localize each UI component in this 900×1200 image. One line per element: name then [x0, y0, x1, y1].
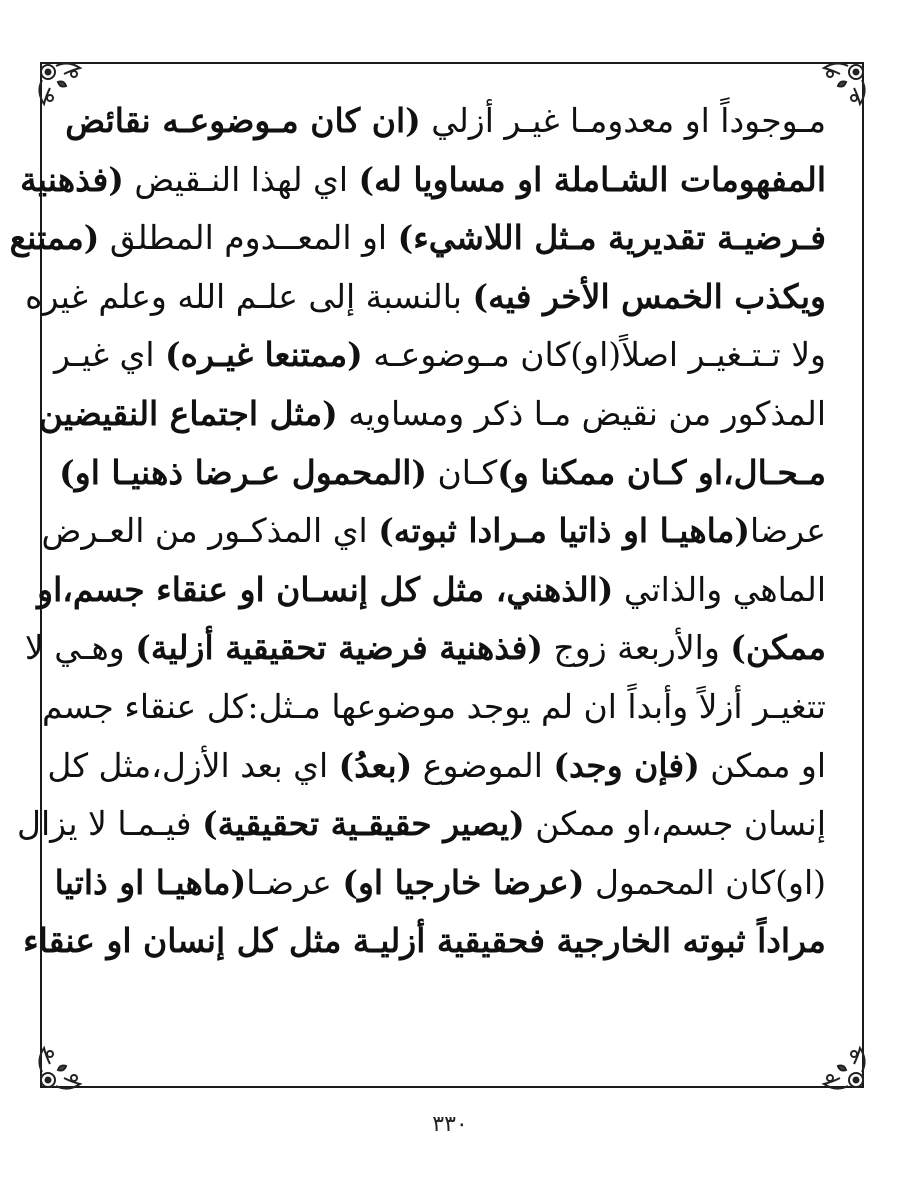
bold-text-segment: (ممتنع — [9, 218, 100, 258]
text-segment: وهـي لا — [24, 628, 136, 668]
text-segment: الموضوع — [412, 745, 554, 785]
text-segment: اي لهذا النـقيض — [123, 159, 359, 199]
bold-text-segment: (عرضا خارجيا او) — [342, 862, 585, 902]
text-line — [65, 92, 826, 150]
text-line — [41, 502, 826, 560]
bold-text-segment: فـرضيـة تقديرية مـثل اللاشيء) — [397, 218, 826, 258]
bold-text-segment: (الذهني، مثل كل إنسـان او عنقاء جسم،او — [37, 569, 614, 609]
text-line — [59, 444, 826, 502]
text-segment: المذكور من نقيض مـا ذكر ومساويه — [337, 394, 826, 433]
bold-text-segment: (فإن وجد) — [553, 745, 700, 785]
bold-text-segment: ويكذب الخمس الأخر فيه) — [472, 276, 826, 316]
text-line — [23, 912, 826, 970]
bold-text-segment: ممكن) — [730, 628, 826, 668]
bold-text-segment: (ان كان مـوضوعـه نقائض — [65, 101, 421, 140]
text-line — [37, 561, 826, 619]
page-number: ٣٣٠ — [432, 1112, 468, 1137]
text-segment: إنسان جسم،او ممكن — [524, 804, 826, 844]
body-text — [9, 92, 826, 1058]
text-segment: او المعــدوم المطلق — [99, 218, 398, 258]
text-segment: عرضا — [750, 511, 826, 551]
bold-text-segment: (المحمول عـرضا ذهنيـا او) — [59, 452, 428, 492]
bold-text-segment: (فذهنية فرضية تحقيقية أزلية) — [135, 628, 543, 668]
text-line — [38, 385, 826, 443]
text-line — [53, 326, 826, 384]
text-segment: فيـمـا لا يزال — [17, 804, 203, 844]
text-segment: اي غيـر — [53, 335, 166, 375]
bold-text-segment: (ماهيـا او ذاتيا مـرادا ثبوته) — [378, 511, 751, 551]
text-segment: كـان — [427, 452, 498, 492]
text-line — [25, 268, 826, 326]
text-segment: (او)كان المحمول — [584, 862, 826, 902]
text-line — [9, 209, 826, 267]
bold-text-segment: مـحـال،او كـان ممكنا و) — [497, 452, 826, 492]
text-segment: اي بعد الأزل،مثل كل — [47, 745, 339, 785]
text-segment: مـوجوداً او معدومـا غيـر أزلي — [420, 101, 826, 140]
text-segment: تتغيـر أزلاً وأبداً ان لم يوجد موضوعها مـثل:كل عنقاء جسم — [42, 687, 826, 726]
bold-text-segment: (مثل اجتماع النقيضين — [38, 394, 338, 433]
bold-text-segment: المفهومات الشـاملة او مساويا له) — [358, 159, 826, 199]
text-line — [47, 737, 826, 795]
bold-text-segment: (بعدُ) — [338, 745, 413, 785]
text-line — [20, 151, 826, 209]
text-segment: اي المذكـور من العـرض — [41, 511, 379, 551]
text-segment: عرضـا — [246, 862, 343, 902]
text-segment: ولا تـتـغيـر اصلاً(او)كان مـوضوعـه — [362, 335, 826, 375]
text-segment: بالنسبة إلى علـم الله وعلم غيره — [25, 276, 473, 316]
bold-text-segment: مراداً ثبوته الخارجية فحقيقية أزليـة مثل كل إنسان او عنقاء — [23, 921, 826, 961]
text-line — [42, 678, 826, 736]
bold-text-segment: (ممتنعا غيـره) — [165, 335, 363, 375]
text-line — [54, 854, 826, 912]
text-segment: الماهي والذاتي — [613, 569, 826, 609]
bold-text-segment: (ماهيـا او ذاتيا — [54, 862, 247, 902]
text-segment: او ممكن — [699, 745, 826, 785]
text-line — [17, 795, 826, 853]
bold-text-segment: (فذهنية — [20, 159, 124, 199]
text-segment: والأربعة زوج — [542, 628, 731, 668]
bold-text-segment: (يصير حقيقـية تحقيقية) — [202, 804, 525, 844]
text-line — [24, 619, 826, 677]
